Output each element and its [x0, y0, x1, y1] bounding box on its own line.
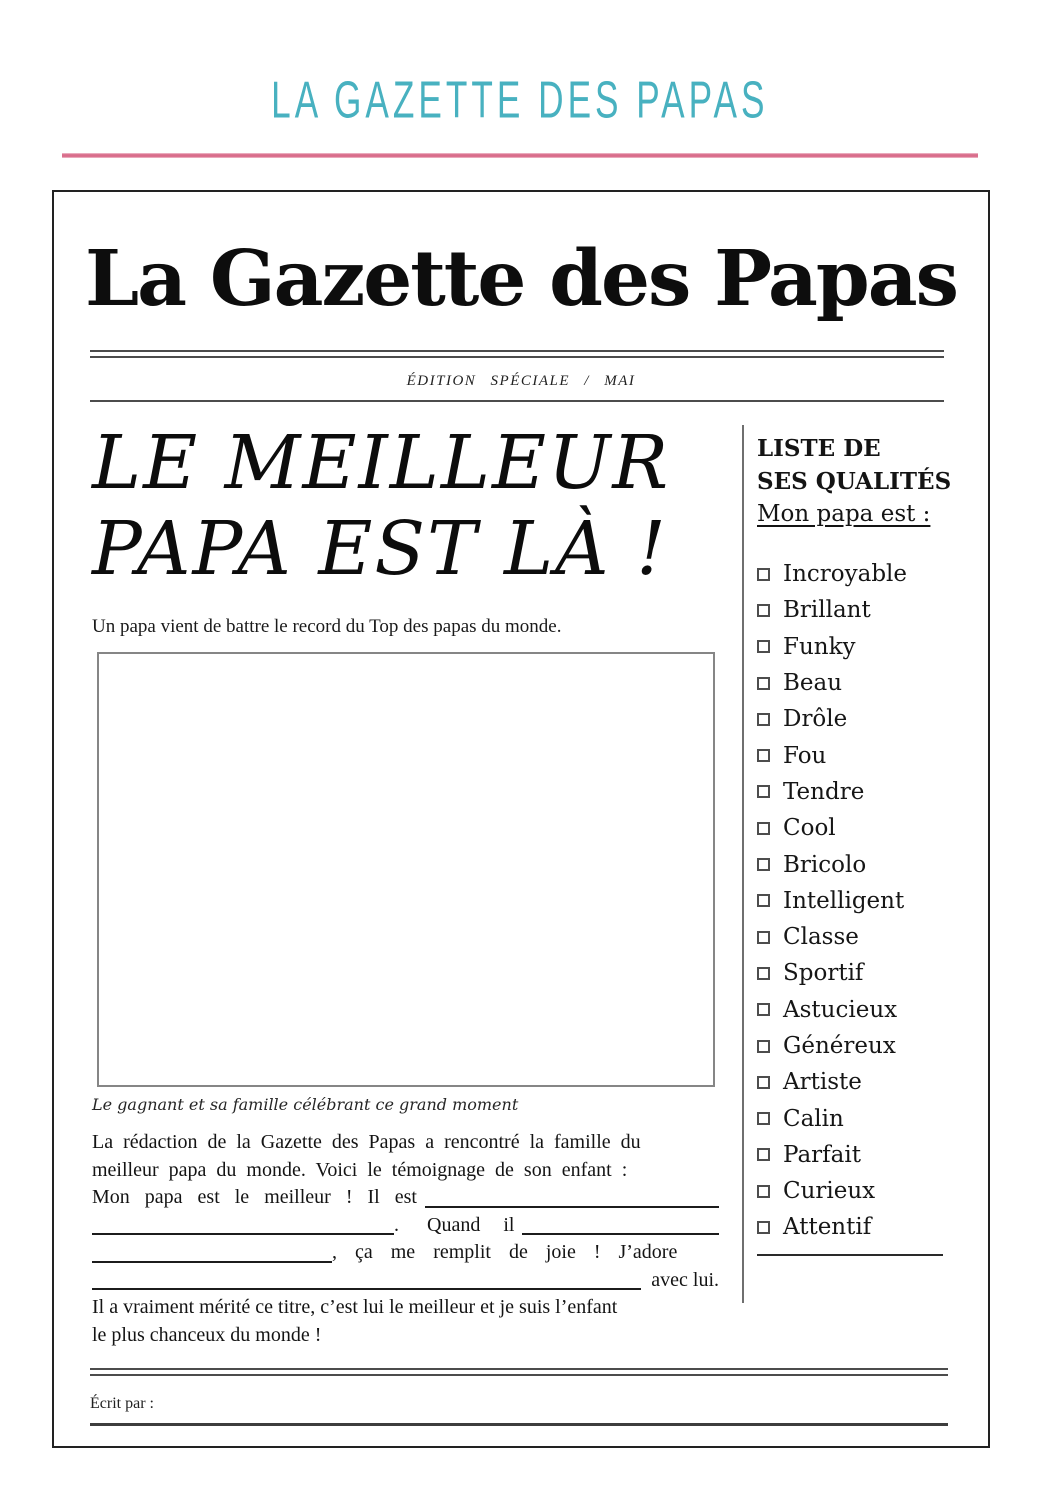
quality-item	[757, 1209, 954, 1245]
quality-label: Drôle	[783, 706, 848, 733]
quality-checkbox[interactable]	[757, 1076, 770, 1089]
photo-caption: Le gagnant et sa famille célébrant ce grand moment	[92, 1095, 519, 1114]
quality-label: Sportif	[783, 960, 864, 987]
fill-in-blank[interactable]	[92, 1215, 394, 1235]
article-column	[92, 404, 719, 1349]
quality-item	[757, 883, 954, 919]
quality-checkbox[interactable]	[757, 967, 770, 980]
quality-checkbox[interactable]	[757, 713, 770, 726]
masthead-rule	[90, 350, 944, 358]
page-title-text: LA GAZETTE DES PAPAS	[271, 71, 769, 130]
quality-checkbox[interactable]	[757, 749, 770, 762]
story-line	[92, 1267, 719, 1295]
quality-item	[757, 629, 954, 665]
fill-in-blank[interactable]	[425, 1188, 719, 1208]
quality-label: Bricolo	[783, 851, 867, 878]
quality-checkbox[interactable]	[757, 568, 770, 581]
quality-label: Cool	[783, 815, 836, 842]
quality-label: Calin	[783, 1105, 844, 1132]
qualities-sidebar	[757, 432, 954, 1256]
quality-item	[757, 955, 954, 991]
extra-quality-blank[interactable]	[757, 1254, 943, 1256]
quality-label: Curieux	[783, 1178, 876, 1205]
quality-checkbox[interactable]	[757, 1040, 770, 1053]
story-line	[92, 1239, 719, 1267]
story-text: La rédaction de la Gazette des Papas a rencontré la famille du	[92, 1131, 641, 1153]
story-line	[92, 1212, 719, 1240]
quality-checkbox[interactable]	[757, 931, 770, 944]
sidebar-heading	[757, 432, 954, 498]
quality-label: Beau	[783, 670, 843, 697]
newspaper-sheet	[52, 190, 990, 1448]
story-text: Mon papa est le meilleur ! Il est	[92, 1186, 417, 1208]
column-divider	[742, 425, 744, 1303]
fill-in-blank[interactable]	[92, 1243, 332, 1263]
story-line	[92, 1294, 719, 1322]
quality-label: Incroyable	[783, 561, 908, 588]
quality-checkbox[interactable]	[757, 894, 770, 907]
edition-rule	[90, 400, 944, 402]
footer-rule-top	[90, 1368, 948, 1376]
story-text: meilleur papa du monde. Voici le témoignage de son enfant :	[92, 1158, 628, 1181]
quality-item	[757, 1028, 954, 1064]
quality-checkbox[interactable]	[757, 1112, 770, 1125]
headline-line-2: PAPA EST LÀ !	[92, 506, 668, 592]
quality-checkbox[interactable]	[757, 1185, 770, 1198]
sidebar-heading-line-2: SES QUALITÉS	[757, 468, 952, 495]
quality-label: Tendre	[783, 778, 865, 805]
quality-item	[757, 592, 954, 628]
quality-item	[757, 1137, 954, 1173]
headline	[92, 420, 719, 592]
story-text: .	[394, 1213, 399, 1236]
story-text: avec lui.	[651, 1268, 719, 1291]
quality-item	[757, 556, 954, 592]
story-line	[92, 1157, 719, 1185]
sidebar-heading-line-1: LISTE DE	[757, 435, 881, 462]
quality-label: Parfait	[783, 1141, 861, 1168]
quality-item	[757, 737, 954, 773]
quality-label: Attentif	[783, 1214, 872, 1241]
page-title	[0, 66, 1040, 146]
quality-label: Généreux	[783, 1033, 896, 1059]
quality-checkbox[interactable]	[757, 604, 770, 617]
story-line	[92, 1184, 719, 1212]
quality-item	[757, 846, 954, 882]
quality-label: Intelligent	[783, 887, 905, 914]
quality-item	[757, 665, 954, 701]
photo-placeholder[interactable]	[97, 652, 715, 1087]
written-by-label: Écrit par :	[90, 1395, 154, 1412]
qualities-list	[757, 556, 954, 1246]
quality-item	[757, 810, 954, 846]
quality-checkbox[interactable]	[757, 858, 770, 871]
sidebar-intro: Mon papa est :	[757, 501, 931, 527]
quality-label: Artiste	[783, 1069, 862, 1096]
fill-in-blank[interactable]	[522, 1215, 719, 1235]
quality-checkbox[interactable]	[757, 1148, 770, 1161]
footer-rule-bottom	[90, 1423, 948, 1426]
article-text	[92, 1129, 719, 1349]
fill-in-blank[interactable]	[92, 1270, 641, 1290]
quality-checkbox[interactable]	[757, 640, 770, 653]
quality-checkbox[interactable]	[757, 1221, 770, 1234]
quality-checkbox[interactable]	[757, 822, 770, 835]
story-line	[92, 1129, 719, 1157]
story-text: Il a vraiment mérité ce titre, c’est lui le meilleur et je suis l’enfant	[92, 1296, 618, 1318]
quality-item	[757, 701, 954, 737]
quality-item	[757, 992, 954, 1028]
quality-checkbox[interactable]	[757, 785, 770, 798]
quality-label: Astucieux	[783, 996, 898, 1023]
story-line	[92, 1322, 719, 1350]
story-text: Quand il	[427, 1213, 515, 1236]
story-text: le plus chanceux du monde !	[92, 1323, 322, 1346]
quality-label: Classe	[783, 924, 859, 951]
quality-checkbox[interactable]	[757, 677, 770, 690]
pink-divider	[62, 153, 978, 158]
quality-item	[757, 774, 954, 810]
quality-item	[757, 919, 954, 955]
quality-label: Funky	[783, 633, 856, 660]
headline-line-1: LE MEILLEUR	[92, 420, 671, 506]
quality-label: Fou	[783, 742, 827, 769]
quality-item	[757, 1064, 954, 1100]
quality-item	[757, 1173, 954, 1209]
story-text: , ça me remplit de joie ! J’adore	[332, 1241, 678, 1263]
lede-text: Un papa vient de battre le record du Top des papas du monde.	[92, 616, 562, 637]
masthead: La Gazette des Papas	[85, 234, 957, 324]
edition-line: ÉDITION SPÉCIALE / MAI	[406, 373, 636, 389]
quality-item	[757, 1100, 954, 1136]
quality-checkbox[interactable]	[757, 1003, 770, 1016]
quality-label: Brillant	[783, 597, 871, 624]
